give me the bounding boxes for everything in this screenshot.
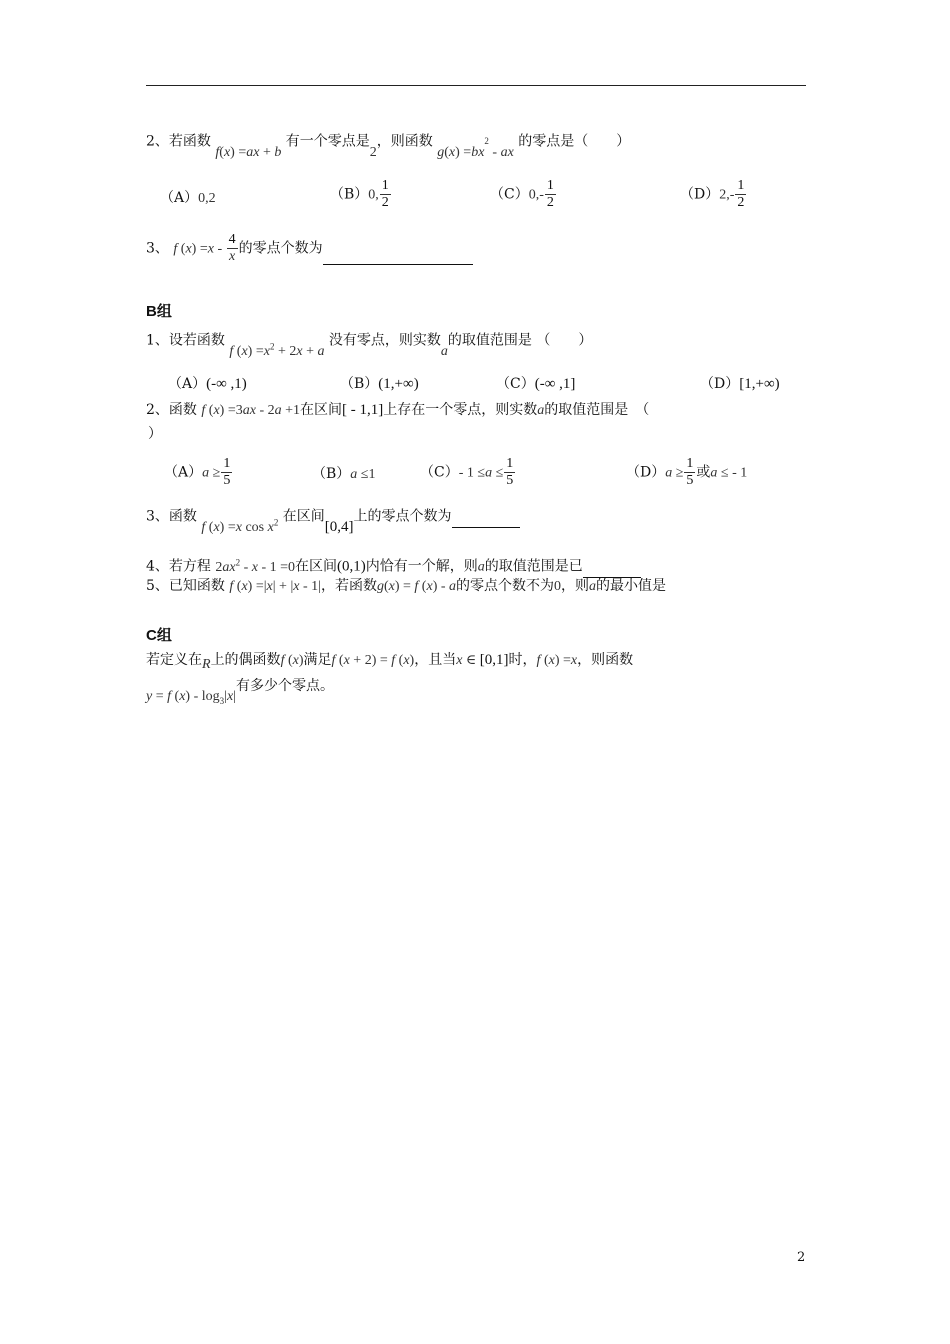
formula-gx: g bbox=[437, 144, 445, 160]
option-a2-c: （C）0,- $\frac{1}{2}$ bbox=[490, 178, 554, 210]
group-heading-c: C组 bbox=[146, 627, 172, 644]
option-b1-d: （D）[1,+∞) bbox=[700, 376, 780, 392]
question-c1-line2: y = f $(x) - \log_3|x|$有多少个零点。 bbox=[146, 678, 334, 706]
formula-fx-ax-b: f bbox=[215, 144, 220, 160]
question-b2: 2、函数 f (x) =3ax - 2a +1在区间[ - 1,1]上存在一个零点，则实数a的取值范围是 （ bbox=[146, 402, 650, 418]
option-b1-a: （A）(-∞ ,1) bbox=[168, 376, 247, 392]
zero-value: 2 bbox=[369, 144, 377, 160]
question-c1-line1: 若定义在R上的偶函数f (x)满足f (x + 2) = f (x)，且当x ∈ [0,1]时，f (x) =x，则函数 bbox=[146, 652, 634, 672]
question-a2: 2、若函数 f(x) =ax + b 有一个零点是2，则函数 $g(x) =bx^2$ - ax 的零点是（ ） bbox=[146, 133, 631, 160]
answer-blank bbox=[323, 250, 473, 265]
options-a2: （A）0,2 bbox=[160, 190, 216, 206]
group-heading-b: B组 bbox=[146, 303, 172, 320]
question-b3: 3、函数 f (x) =x $\cos x^2$ 在区间[0,4]上的零点个数为 bbox=[146, 502, 520, 528]
fraction-4-over-x: $\frac{4}{x}$ bbox=[228, 232, 236, 264]
question-b2-close: ） bbox=[148, 426, 162, 442]
option-b2-a: （A）a ≥ $\frac{1}{5}$ bbox=[164, 456, 231, 488]
formula-abs: f (x) =|x| + |x - 1| bbox=[229, 579, 321, 594]
option-b2-c: （C）- 1 ≤a ≤ $\frac{1}{5}$ bbox=[420, 456, 514, 488]
page-number: 2 bbox=[797, 1250, 806, 1265]
formula-xcosx2: f (x) =x $\cos x^2$ bbox=[201, 517, 279, 535]
option-b1-c: （C）(-∞ ,1] bbox=[496, 376, 576, 392]
header-rule bbox=[146, 85, 806, 86]
option-b2-d: （D）a ≥ $\frac{1}{5}$ 或a ≤ - 1 bbox=[626, 456, 748, 488]
formula-equation: $2ax^2 - x - 1 =0$ bbox=[215, 557, 296, 575]
formula-linear: f (x) =3ax - 2a +1 bbox=[201, 403, 301, 418]
formula-gx-minus-a: g(x) = f (x) - a bbox=[376, 579, 457, 594]
option-b1-b: （B）(1,+∞) bbox=[340, 376, 419, 392]
formula-log: y = f $(x) - \log_3|x|$ bbox=[146, 689, 236, 706]
option-a2-b: （B）0, $\frac{1}{2}$ bbox=[330, 178, 389, 210]
question-b1: 1、设若函数 f $(x) =x^2 + 2x + a$ 没有零点，则实数a的取值范围是 （ ） bbox=[146, 332, 593, 359]
answer-blank bbox=[452, 513, 520, 528]
option-b2-b: （B）a ≤1 bbox=[312, 466, 376, 482]
question-b4: 4、若方程 $2ax^2 - x - 1 =0$在区间(0,1)内恰有一个解，则a的取值范围是已 bbox=[146, 552, 641, 578]
formula-quadratic: f $(x) =x^2 + 2x + a$ bbox=[229, 341, 325, 359]
question-b5: 5、已知函数 f (x) =|x| + |x - 1|，若函数g(x) = f (x) - a的零点个数不为0，则a的最小值是 bbox=[146, 578, 667, 594]
question-a3: 3、 f (x) =x - $\frac{4}{x}$ 的零点个数为 bbox=[146, 232, 473, 265]
option-a2-d: （D）2,- $\frac{1}{2}$ bbox=[680, 178, 745, 210]
